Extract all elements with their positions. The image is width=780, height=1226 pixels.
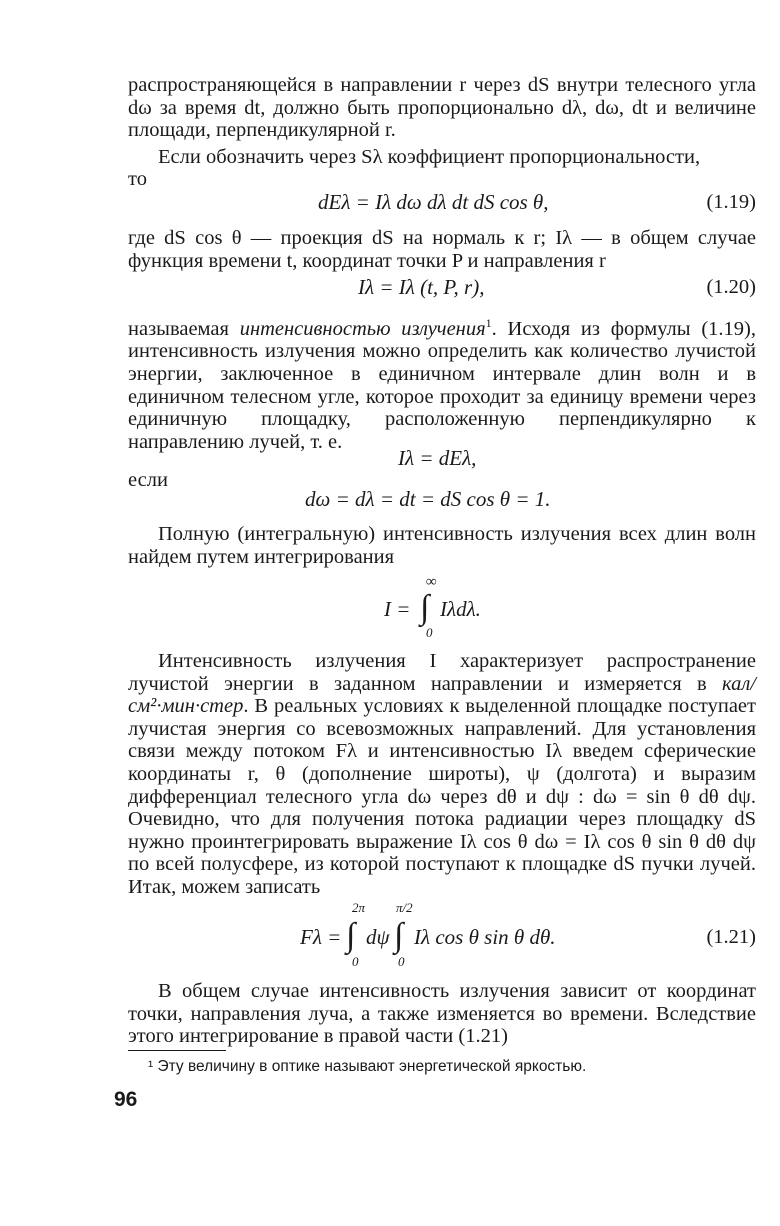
- equation-number-1-21: (1.21): [706, 926, 756, 948]
- flux-integrand: Iλ cos θ sin θ dθ.: [414, 925, 556, 949]
- equation-unit-condition: dω = dλ = dt = dS cos θ = 1.: [305, 487, 551, 511]
- outer-integral-sign: ∫: [346, 917, 356, 954]
- inner-lower-limit: 0: [398, 954, 405, 969]
- footnote-marker: 1: [485, 316, 492, 330]
- equation-number-1-19: (1.19): [706, 191, 756, 213]
- integral-body: Iλdλ.: [440, 597, 481, 621]
- inner-upper-limit: π/2: [396, 900, 413, 915]
- page-number: 96: [114, 1088, 138, 1111]
- paragraph-where: где dS cos θ — проекция dS на нормаль к r; Iλ — в общем случае функция времени t, координат точки P и направления r: [128, 227, 756, 272]
- word-if: если: [128, 469, 168, 491]
- equation-number-1-20: (1.20): [706, 276, 756, 298]
- footnote: ¹ Эту величину в оптике называют энергетической яркостью.: [148, 1058, 587, 1075]
- equation-unit-intensity: Iλ = dEλ,: [398, 446, 477, 470]
- equation-1-20: Iλ = Iλ (t, P, r),: [358, 275, 485, 299]
- equation-1-19: dEλ = Iλ dω dλ dt dS cos θ,: [318, 190, 549, 214]
- integral-upper-limit: ∞: [426, 574, 437, 590]
- text-called-rest: . Исходя из формулы (1.19), интенсивность излучения можно определить как количество лучистой энергии, заключенное в единичном интервале длин волн и в единичном телесном угле, которое проходит за единицу времени через единичную площадку, расположенную перпендикулярно к направлению лучей, т. е.: [128, 317, 756, 453]
- d-psi: dψ: [366, 925, 390, 949]
- integral-sign: ∫: [420, 589, 430, 626]
- paragraph-define-coefficient: Если обозначить через Sλ коэффициент пропорциональности,: [158, 146, 701, 168]
- outer-lower-limit: 0: [352, 954, 359, 969]
- paragraph-continuation: распространяющейся в направлении r через dS внутри телесного угла dω за время dt, должно быть пропорционально dλ, dω, dt и величине площади, перпендикулярной r.: [128, 74, 756, 142]
- word-then: то: [128, 168, 147, 190]
- text-intensity-a: Интенсивность излучения I характеризует распространение лучистой энергии в заданном направлении и измеряется в: [128, 650, 756, 695]
- integral-lower-limit: 0: [426, 625, 433, 640]
- units-cal-cm2-min-ster: кал/см²·мин·стер: [128, 672, 756, 718]
- paragraph-intensity-definition: [128, 312, 756, 453]
- flux-lhs: Fλ =: [300, 925, 342, 949]
- term-radiation-intensity: интенсивностью излучения: [239, 317, 486, 340]
- paragraph-intensity-characteristics: [128, 650, 756, 899]
- text-called: называемая: [128, 317, 240, 340]
- text-intensity-b: . В реальных условиях к выделенной площадке поступает лучистая энергия со всевозможных направлений. Для установления связи между потоком Fλ и интенсивностью Iλ введем сферические координаты r, θ (дополнение широты), ψ (долгота) и выразим дифференциал телесного угла dω через dθ и dψ : dω = sin θ dθ dψ. Очевидно, что для получения потока радиации через площадку dS нужно проинтегрировать выражение Iλ cos θ dω = Iλ cos θ sin θ dθ dψ по всей полусфере, из которой поступают к площадке dS пучки лучей. Итак, можем записать: [128, 695, 756, 898]
- paragraph-general-case: В общем случае интенсивность излучения зависит от координат точки, направления луча, а также изменяется во времени. Вследствие этого интегрирование в правой части (1.21): [128, 980, 756, 1048]
- inner-integral-sign: ∫: [394, 917, 404, 954]
- outer-upper-limit: 2π: [352, 900, 366, 915]
- integral-lhs: I =: [384, 597, 411, 621]
- paragraph-total-intensity: Полную (интегральную) интенсивность излучения всех длин волн найдем путем интегрирования: [128, 523, 756, 568]
- footnote-divider: [128, 1050, 226, 1051]
